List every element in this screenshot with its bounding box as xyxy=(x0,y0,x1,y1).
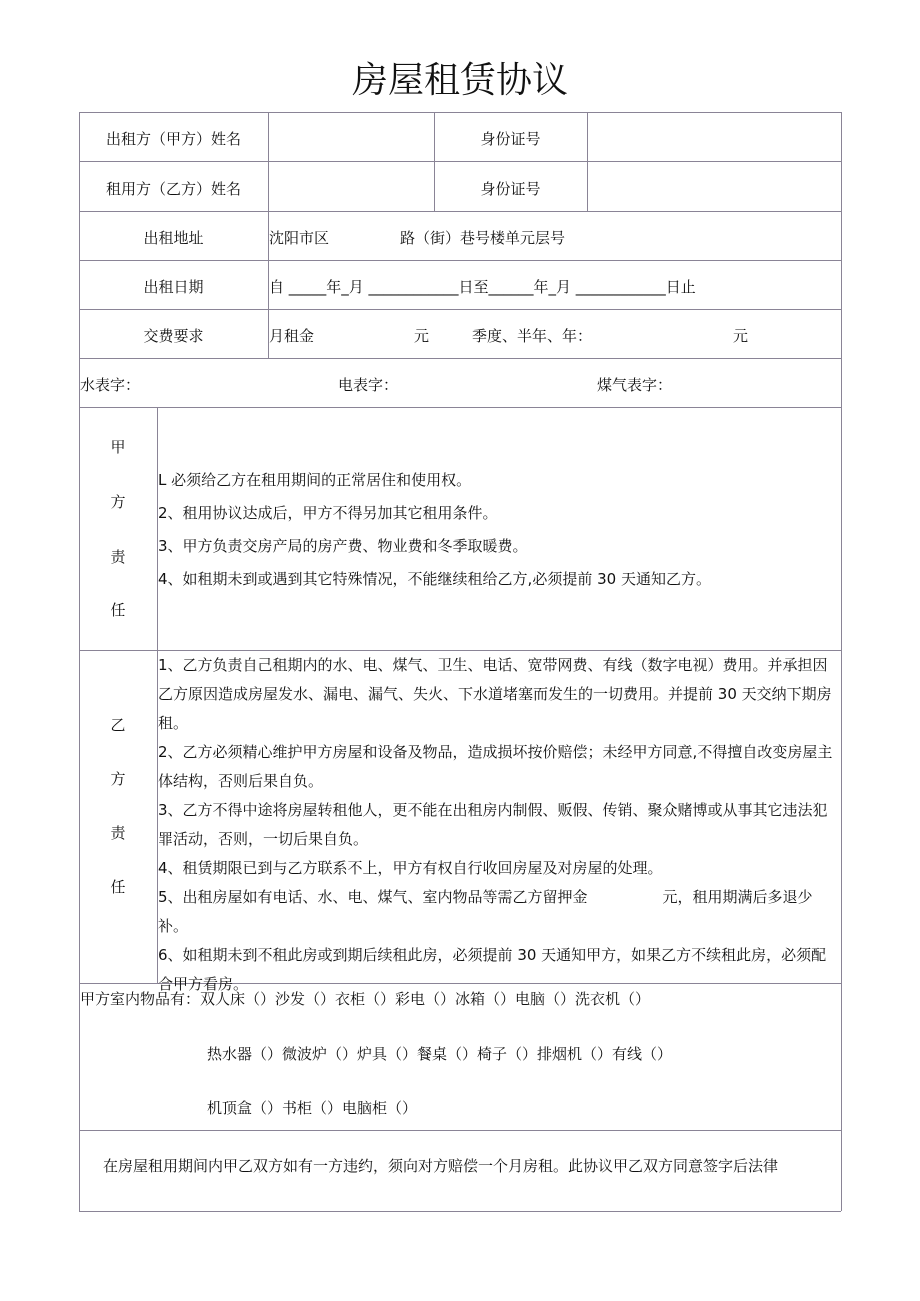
divider xyxy=(841,112,842,1211)
address-label: 出租地址 xyxy=(143,229,204,247)
furnishings-line-1: 甲方室内物品有：双人床（）沙发（）衣柜（）彩电（）冰箱（）电脑（）洗衣机（） xyxy=(80,990,651,1008)
party-a-responsibilities xyxy=(158,466,838,594)
list-item: 3、乙方不得中途将房屋转租他人，更不能在出租房内制假、贩假、传销、聚众赌博或从事其它违法犯罪活动，否则，一切后果自负。 xyxy=(158,801,828,848)
breach-clause: 在房屋租用期间内甲乙双方如有一方违约，须向对方赔偿一个月房租。此协议甲乙双方同意签字后法律 xyxy=(103,1157,779,1175)
list-item: 2、乙方必须精心维护甲方房屋和设备及物品，造成损坏按价赔偿；未经甲方同意,不得擅自改变房屋主体结构，否则后果自负。 xyxy=(158,743,833,790)
gas-meter-label: 煤气表字： xyxy=(597,376,673,394)
divider xyxy=(79,211,841,212)
list-item: 6、如租期未到不租此房或到期后续租此房，必须提前 30 天通知甲方，如果乙方不续租此房，必须配合甲方看房。 xyxy=(158,946,827,993)
divider xyxy=(79,358,841,359)
party-a-label-char: 责 xyxy=(110,548,126,566)
yuan-unit: 元 xyxy=(414,327,430,345)
lessor-id-label: 身份证号 xyxy=(480,130,541,148)
party-b-label-char: 乙 xyxy=(110,716,126,734)
list-item: 5、出租房屋如有电话、水、电、煤气、室内物品等需乙方留押金 元，租用期满后多退少补。 xyxy=(158,888,813,935)
date-value: 自 _____年_月 ____________日至______年_月 ____________日止 xyxy=(269,278,696,296)
divider xyxy=(79,407,841,408)
yuan-unit: 元 xyxy=(733,327,749,345)
furnishings-line-2: 热水器（）微波炉（）炉具（）餐桌（）椅子（）排烟机（）有线（） xyxy=(207,1045,673,1063)
electric-meter-label: 电表字： xyxy=(338,376,399,394)
address-city: 沈阳市区 xyxy=(269,229,330,247)
list-item: 3、甲方负责交房产局的房产费、物业费和冬季取暖费。 xyxy=(158,537,528,555)
party-b-label-char: 任 xyxy=(110,878,126,896)
divider xyxy=(587,112,588,211)
document-title: 房屋租赁协议 xyxy=(351,60,568,101)
party-a-label-char: 甲 xyxy=(110,438,126,456)
divider xyxy=(79,260,841,261)
party-b-label-char: 责 xyxy=(110,824,126,842)
party-a-label-char: 任 xyxy=(110,601,126,619)
list-item: L 必须给乙方在租用期间的正常居住和使用权。 xyxy=(158,471,472,489)
divider xyxy=(79,1130,841,1131)
divider xyxy=(79,161,841,162)
list-item: 1、乙方负责自己租期内的水、电、煤气、卫生、电话、宽带网费、有线（数字电视）费用。并承担因乙方原因造成房屋发水、漏电、漏气、失火、下水道堵塞而发生的一切费用。并提前 30 天交纳下期房租。 xyxy=(158,656,832,732)
divider xyxy=(79,1211,841,1212)
water-meter-label: 水表字： xyxy=(80,376,141,394)
lessee-id-label: 身份证号 xyxy=(480,180,541,198)
monthly-rent-label: 月租金 xyxy=(269,327,315,345)
divider xyxy=(79,309,841,310)
furnishings-line-3: 机顶盒（）书柜（）电脑柜（） xyxy=(207,1099,418,1117)
party-b-responsibilities xyxy=(158,651,838,993)
divider xyxy=(79,112,841,113)
fee-label: 交费要求 xyxy=(143,327,204,345)
period-rent-label: 季度、半年、年： xyxy=(472,327,593,345)
party-b-label-char: 方 xyxy=(110,770,126,788)
list-item: 4、租赁期限已到与乙方联系不上，甲方有权自行收回房屋及对房屋的处理。 xyxy=(158,859,663,877)
date-label: 出租日期 xyxy=(143,278,204,296)
list-item: 2、租用协议达成后，甲方不得另加其它租用条件。 xyxy=(158,504,498,522)
party-a-label-char: 方 xyxy=(110,493,126,511)
lessor-name-label: 出租方（甲方）姓名 xyxy=(105,130,241,148)
lessee-name-label: 租用方（乙方）姓名 xyxy=(105,180,241,198)
address-street: 路（街）巷号楼单元层号 xyxy=(400,229,566,247)
list-item: 4、如租期未到或遇到其它特殊情况，不能继续租给乙方,必须提前 30 天通知乙方。 xyxy=(158,570,711,588)
